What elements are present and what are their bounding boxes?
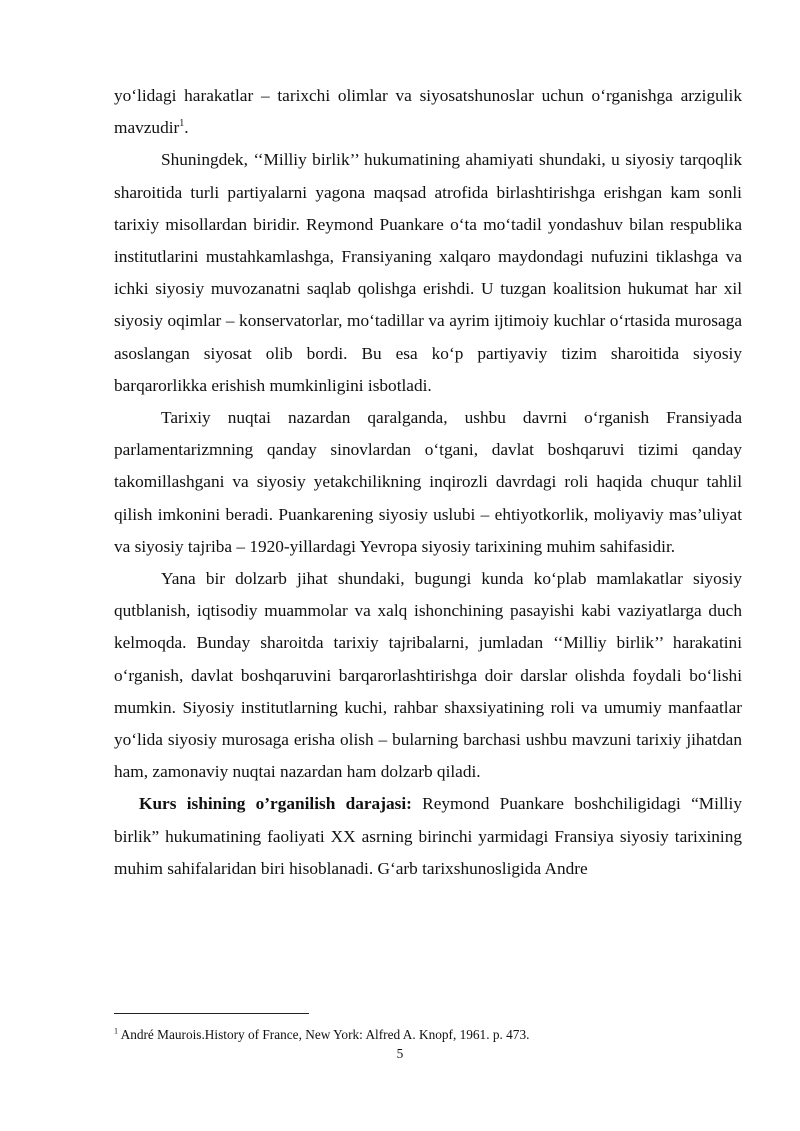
paragraph-4: Yana bir dolzarb jihat shundaki, bugungi kunda ko‘plab mamlakatlar siyosiy qutblanish, iqtisodiy muammolar va xalq ishonchining pasayishi kabi vaziyatlarga duch kelmoqda. Bunday sharoitda tarixiy tajribalarni, jumladan ‘‘Milliy birlik’’ harakatini o‘rganish, davlat boshqaruvini barqarorlashtirishga doir darslar olishda foydali bo‘lishi mumkin. Siyosiy institutlarning kuchi, rahbar shaxsiyatining roli va umumiy manfaatlar yo‘lida siyosiy murosaga erisha olish – bularning barchasi ushbu mavzuni tarixiy jihatdan ham, zamonaviy nuqtai nazardan ham dolzarb qiladi. (114, 569, 742, 782)
body-text (114, 80, 742, 885)
paragraph-5-text: Reymond Puankare boshchiligidagi “Milliy birlik” hukumatining faoliyati XX asrning birinchi yarmidagi Fransiya siyosiy tarixining muhim sahifalaridan biri hisoblanadi. G‘arb tarixshunosligida Andre (114, 794, 742, 878)
paragraph-5 (114, 788, 742, 885)
paragraph-1-text: yo‘lidagi harakatlar – tarixchi olimlar va siyosatshunoslar uchun o‘rganishga arzigulik mavzudir (114, 86, 742, 138)
page-number: 5 (396, 1046, 404, 1061)
footnote-reference: 1 (179, 118, 185, 130)
footnote-separator (114, 1013, 309, 1014)
section-lead-heading: Kurs ishining o’rganilish darajasi: (139, 794, 412, 814)
footnote (114, 1026, 742, 1044)
paragraph-1-tail: . (184, 118, 189, 138)
paragraph-3: Tarixiy nuqtai nazardan qaralganda, ushbu davrni o‘rganish Fransiyada parlamentarizmning qanday sinovlardan o‘tgani, davlat boshqaruvi tizimi qanday takomillashgani va siyosiy yetakchilikning inqirozli davrdagi roli haqida chuqur tahlil qilish imkonini beradi. Puankarening siyosiy uslubi – ehtiyotkorlik, moliyaviy mas’uliyat va siyosiy tajriba – 1920-yillardagi Yevropa siyosiy tarixining muhim sahifasidir. (114, 408, 742, 556)
paragraph-1 (114, 80, 742, 144)
paragraph-2: Shuningdek, ‘‘Milliy birlik’’ hukumatining ahamiyati shundaki, u siyosiy tarqoqlik sharoitida turli partiyalarni yagona maqsad atrofida birlashtirishga erishgan kam sonli tarixiy misollardan biridir. Reymond Puankare o‘ta mo‘tadil yondashuv bilan respublika institutlarini mustahkamlashga, Fransiyaning xalqaro maydondagi nufuzini tiklashga va ichki siyosiy muvozanatni saqlab qolishga erishdi. U tuzgan koalitsion hukumat har xil siyosiy oqimlar – konservatorlar, mo‘tadillar va ayrim ijtimoiy kuchlar o‘rtasida murosaga asoslangan siyosat olib bordi. Bu esa ko‘p partiyaviy tizim sharoitida siyosiy barqarorlikka erishish mumkinligini isbotladi. (114, 150, 742, 395)
footnote-text: André Maurois.History of France, New York: Alfred A. Knopf, 1961. p. 473. (118, 1027, 530, 1042)
footnote-marker: 1 (114, 1026, 118, 1036)
